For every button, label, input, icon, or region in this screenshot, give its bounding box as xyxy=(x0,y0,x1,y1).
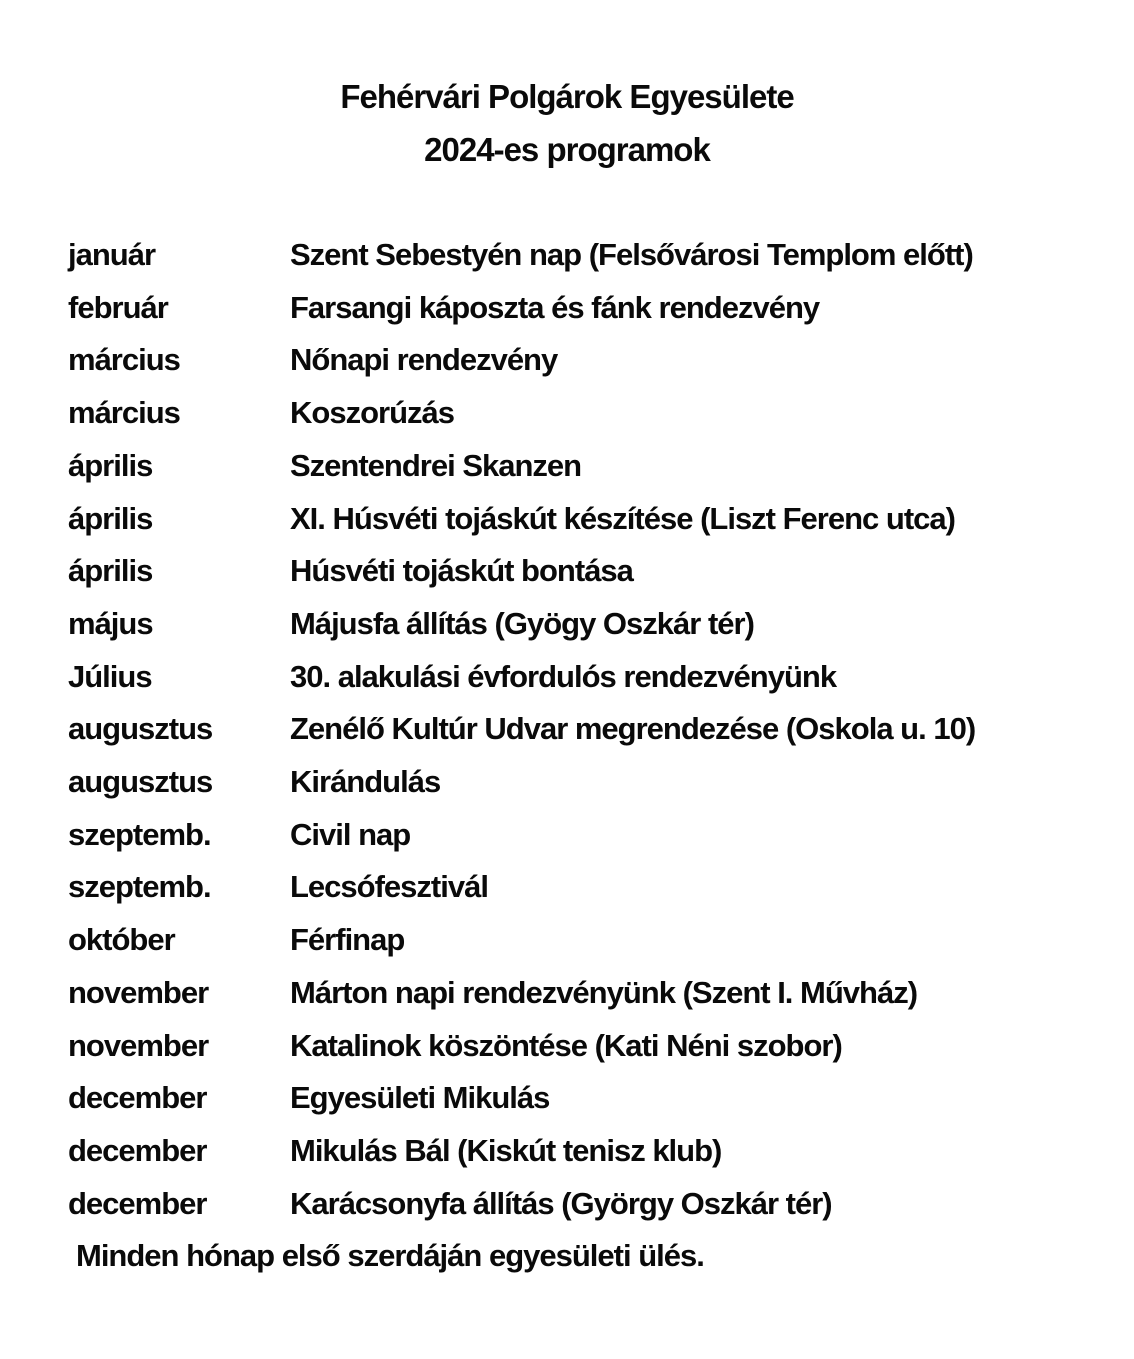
footer-note: Minden hónap első szerdáján egyesületi ülés. xyxy=(76,1238,704,1274)
program-month: május xyxy=(68,605,153,641)
program-row xyxy=(0,229,1134,282)
program-row xyxy=(0,545,1134,598)
program-event: Szent Sebestyén nap (Felsővárosi Templom előtt) xyxy=(290,237,973,272)
program-row xyxy=(0,598,1134,651)
program-month: február xyxy=(68,289,168,325)
program-row xyxy=(0,861,1134,914)
program-month: március xyxy=(68,342,180,378)
document-header xyxy=(0,0,1134,176)
program-row xyxy=(0,334,1134,387)
program-event: XI. Húsvéti tojáskút készítése (Liszt Ferenc utca) xyxy=(290,500,955,536)
program-row xyxy=(0,809,1134,862)
program-event: Lecsófesztivál xyxy=(290,869,488,905)
program-row xyxy=(0,914,1134,967)
program-month: szeptemb. xyxy=(68,816,211,852)
program-row xyxy=(0,493,1134,546)
program-event: Katalinok köszöntése (Kati Néni szobor) xyxy=(290,1027,842,1063)
program-month: április xyxy=(68,447,153,483)
program-month: december xyxy=(68,1185,207,1221)
program-month: december xyxy=(68,1080,207,1116)
program-month: március xyxy=(68,395,180,431)
program-month: Július xyxy=(68,658,152,694)
program-event: Mikulás Bál (Kiskút tenisz klub) xyxy=(290,1132,722,1168)
program-event: Férfinap xyxy=(290,922,405,958)
program-month: április xyxy=(68,553,153,589)
program-row xyxy=(0,756,1134,809)
program-month: augusztus xyxy=(68,711,213,747)
program-event: Farsangi káposzta és fánk rendezvény xyxy=(290,289,820,325)
program-event: Márton napi rendezvényünk (Szent I. Művház) xyxy=(290,974,918,1010)
program-event: Szentendrei Skanzen xyxy=(290,447,582,483)
program-event: 30. alakulási évfordulós rendezvényünk xyxy=(290,658,837,694)
program-row xyxy=(0,703,1134,756)
program-row xyxy=(0,282,1134,335)
program-month: október xyxy=(68,922,175,958)
program-row xyxy=(0,440,1134,493)
program-row xyxy=(0,1178,1134,1231)
page-subtitle: 2024-es programok xyxy=(424,131,710,168)
program-event: Egyesületi Mikulás xyxy=(290,1080,550,1116)
program-month: december xyxy=(68,1132,207,1168)
program-event: Húsvéti tojáskút bontása xyxy=(290,553,633,589)
program-row xyxy=(0,1020,1134,1073)
program-event: Civil nap xyxy=(290,816,411,852)
page-title: Fehérvári Polgárok Egyesülete xyxy=(340,78,794,115)
program-month: szeptemb. xyxy=(68,869,211,905)
program-event: Kirándulás xyxy=(290,764,441,800)
program-month: április xyxy=(68,500,153,536)
program-month: november xyxy=(68,974,209,1010)
program-month: november xyxy=(68,1027,209,1063)
program-event: Koszorúzás xyxy=(290,395,454,431)
program-row xyxy=(0,1125,1134,1178)
program-event: Karácsonyfa állítás (György Oszkár tér) xyxy=(290,1185,832,1221)
program-event: Májusfa állítás (Gyögy Oszkár tér) xyxy=(290,605,754,641)
program-event: Zenélő Kultúr Udvar megrendezése (Oskola u. 10) xyxy=(290,711,976,747)
program-month: augusztus xyxy=(68,764,213,800)
program-list xyxy=(0,229,1134,1230)
program-month: január xyxy=(68,237,156,272)
program-event: Nőnapi rendezvény xyxy=(290,342,558,378)
program-row xyxy=(0,387,1134,440)
program-row xyxy=(0,1072,1134,1125)
program-row xyxy=(0,651,1134,704)
program-row xyxy=(0,967,1134,1020)
